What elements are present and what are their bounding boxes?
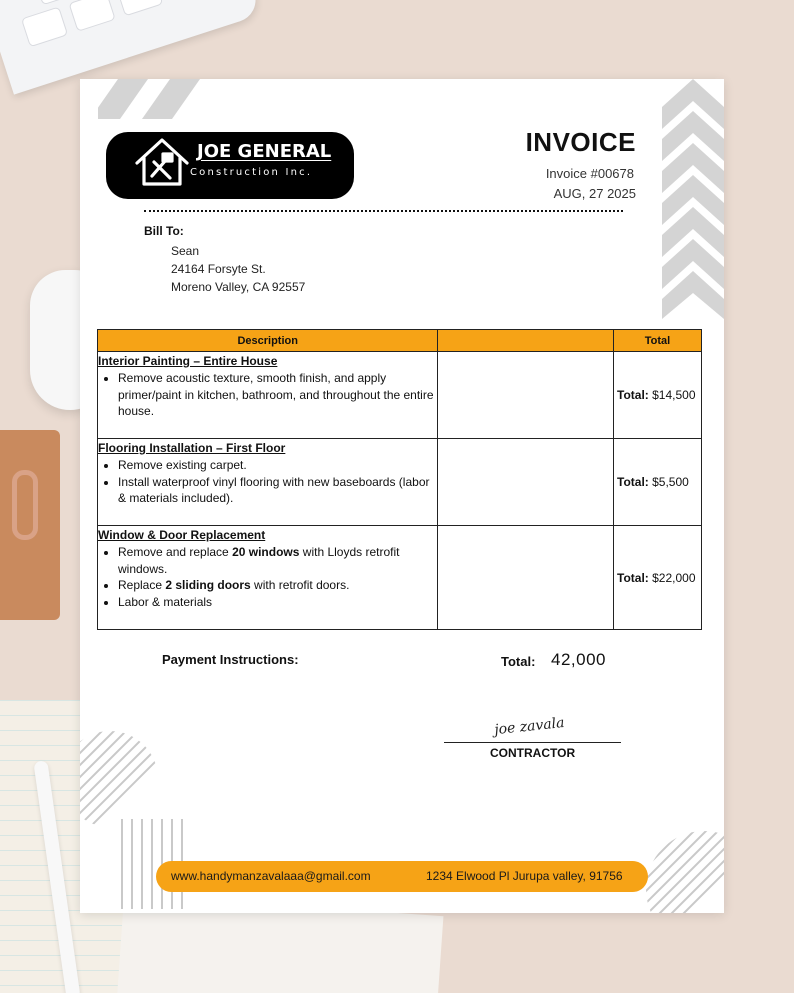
chevron-decoration-top-right (662, 79, 724, 319)
table-row (98, 352, 702, 439)
item-total-value: $14,500 (652, 388, 696, 402)
table-row (98, 526, 702, 630)
bill-to-name: Sean (171, 244, 200, 258)
invoice-title: INVOICE (525, 127, 636, 157)
line-items-table (97, 329, 702, 630)
bullet-text: with Lloyds retrofit windows. (118, 545, 400, 576)
bill-to-label: Bill To: (144, 224, 184, 238)
header-blank (438, 330, 614, 352)
invoice-page (80, 79, 724, 913)
item-bullets (98, 457, 437, 507)
item-blank-cell (438, 526, 614, 630)
item-bullets (98, 370, 437, 420)
item-total-label: Total: (617, 570, 649, 585)
item-title: Interior Painting – Entire House (98, 354, 278, 368)
bullet-text: Remove acoustic texture, smooth finish, and apply primer/paint in kitchen, bathroom, and throughout the entire house. (118, 371, 434, 418)
signature-text: joe zavala (493, 714, 566, 739)
item-description (98, 526, 438, 630)
bill-to-street: 24164 Forsyte St. (171, 262, 266, 276)
invoice-date: AUG, 27 2025 (553, 186, 636, 201)
table-row (98, 439, 702, 526)
bullet-item (118, 457, 437, 474)
bullet-text: Replace (118, 578, 166, 592)
item-total-value: $22,000 (652, 570, 696, 585)
bullet-item (118, 370, 437, 420)
item-title: Window & Door Replacement (98, 528, 266, 542)
item-description (98, 439, 438, 526)
bullet-text: Remove and replace (118, 545, 233, 559)
bullet-text: Labor & materials (118, 594, 213, 609)
bullet-bold-text: 20 windows (232, 545, 300, 559)
item-blank-cell (438, 352, 614, 439)
company-subtitle: Construction Inc. (190, 167, 313, 178)
item-total-value: $5,500 (652, 475, 689, 489)
bullet-item (118, 474, 437, 507)
bullet-text: Remove existing carpet. (118, 458, 247, 472)
bullet-item (118, 544, 437, 577)
bullet-bold-text: 2 sliding doors (165, 578, 251, 592)
dotted-divider (144, 210, 623, 212)
item-total (614, 439, 702, 526)
bill-to-city: Moreno Valley, CA 92557 (171, 280, 306, 294)
stripe-decoration-top-left (98, 79, 208, 119)
bullet-item (118, 577, 437, 594)
contractor-label: CONTRACTOR (490, 746, 576, 760)
header-description: Description (98, 330, 438, 352)
header-total: Total (614, 330, 702, 352)
table-header-row (98, 330, 702, 352)
bullet-text: with retrofit doors. (250, 578, 350, 592)
grand-total-value: 42,000 (551, 650, 606, 669)
binder-clip-photo (12, 470, 38, 540)
company-name: JOE GENERAL (197, 141, 332, 162)
item-total-label: Total: (617, 475, 649, 489)
item-total (614, 352, 702, 439)
bullet-text: Install waterproof vinyl flooring with new baseboards (labor & materials included). (118, 474, 430, 505)
line-decoration-bottom-right (634, 819, 724, 913)
footer-bar (156, 861, 648, 892)
item-description (98, 352, 438, 439)
footer-email[interactable]: www.handymanzavalaaa@gmail.com (171, 869, 371, 883)
item-total-label: Total: (617, 388, 649, 402)
payment-instructions-label: Payment Instructions: (162, 652, 299, 667)
grand-total-label: Total: (501, 654, 536, 669)
bullet-item (118, 594, 437, 611)
item-title: Flooring Installation – First Floor (98, 441, 286, 455)
signature-line (444, 742, 621, 743)
item-blank-cell (438, 439, 614, 526)
company-logo (106, 132, 354, 199)
contractor-signature (490, 704, 580, 744)
invoice-number: Invoice #00678 (545, 166, 634, 181)
item-total (614, 526, 702, 630)
footer-address: 1234 Elwood Pl Jurupa valley, 91756 (426, 869, 623, 883)
item-bullets (98, 544, 437, 610)
house-tools-icon (134, 136, 190, 190)
